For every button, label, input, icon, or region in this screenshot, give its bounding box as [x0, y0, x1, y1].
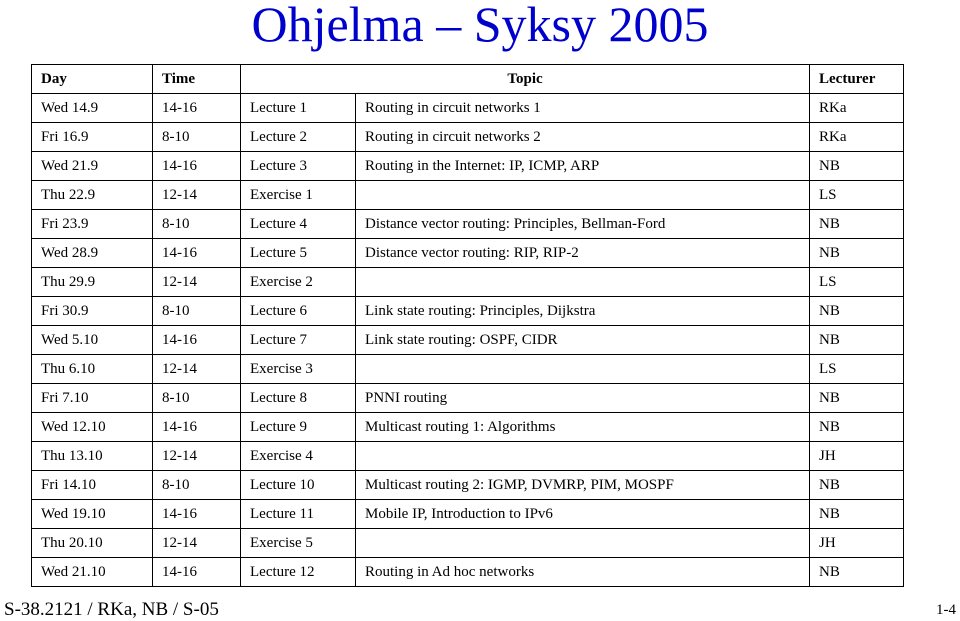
- table-row: [32, 471, 904, 500]
- session-cell: Exercise 2: [241, 268, 356, 297]
- topic-cell: Link state routing: OSPF, CIDR: [356, 326, 810, 355]
- session-cell: Lecture 1: [241, 94, 356, 123]
- lecturer-cell: NB: [810, 326, 904, 355]
- course-footer: S-38.2121 / RKa, NB / S-05: [4, 599, 219, 620]
- day-cell: Wed 19.10: [32, 500, 153, 529]
- lecturer-cell: NB: [810, 471, 904, 500]
- lecturer-cell: NB: [810, 413, 904, 442]
- topic-cell: [356, 268, 810, 297]
- lecturer-cell: RKa: [810, 94, 904, 123]
- table-row: [32, 123, 904, 152]
- time-cell: 14-16: [153, 500, 241, 529]
- time-cell: 12-14: [153, 181, 241, 210]
- table-row: [32, 326, 904, 355]
- table-row: [32, 500, 904, 529]
- table-row: [32, 558, 904, 587]
- column-header-lecturer: Lecturer: [810, 65, 904, 94]
- day-cell: Thu 6.10: [32, 355, 153, 384]
- day-cell: Wed 5.10: [32, 326, 153, 355]
- session-cell: Lecture 4: [241, 210, 356, 239]
- column-header-day: Day: [32, 65, 153, 94]
- table-row: [32, 355, 904, 384]
- column-header-time: Time: [153, 65, 241, 94]
- session-cell: Lecture 8: [241, 384, 356, 413]
- session-cell: Lecture 5: [241, 239, 356, 268]
- lecturer-cell: NB: [810, 558, 904, 587]
- lecturer-cell: NB: [810, 210, 904, 239]
- session-cell: Lecture 9: [241, 413, 356, 442]
- time-cell: 8-10: [153, 471, 241, 500]
- time-cell: 8-10: [153, 210, 241, 239]
- schedule-body: [32, 94, 904, 587]
- day-cell: Thu 29.9: [32, 268, 153, 297]
- table-row: [32, 268, 904, 297]
- column-header-topic: Topic: [241, 65, 810, 94]
- session-cell: Lecture 6: [241, 297, 356, 326]
- time-cell: 8-10: [153, 384, 241, 413]
- schedule-table: [31, 64, 904, 587]
- time-cell: 14-16: [153, 152, 241, 181]
- session-cell: Lecture 2: [241, 123, 356, 152]
- topic-cell: PNNI routing: [356, 384, 810, 413]
- topic-cell: [356, 442, 810, 471]
- slide-title: Ohjelma – Syksy 2005: [251, 0, 709, 52]
- table-row: [32, 297, 904, 326]
- lecturer-cell: JH: [810, 442, 904, 471]
- time-cell: 14-16: [153, 94, 241, 123]
- lecturer-cell: NB: [810, 297, 904, 326]
- day-cell: Wed 21.9: [32, 152, 153, 181]
- lecturer-cell: LS: [810, 268, 904, 297]
- topic-cell: Routing in Ad hoc networks: [356, 558, 810, 587]
- time-cell: 14-16: [153, 326, 241, 355]
- topic-cell: Distance vector routing: Principles, Bellman-Ford: [356, 210, 810, 239]
- session-cell: Lecture 12: [241, 558, 356, 587]
- table-row: [32, 239, 904, 268]
- lecturer-cell: NB: [810, 384, 904, 413]
- time-cell: 12-14: [153, 268, 241, 297]
- day-cell: Fri 14.10: [32, 471, 153, 500]
- lecturer-cell: LS: [810, 355, 904, 384]
- table-row: [32, 152, 904, 181]
- day-cell: Fri 23.9: [32, 210, 153, 239]
- session-cell: Exercise 4: [241, 442, 356, 471]
- table-row: [32, 94, 904, 123]
- day-cell: Wed 12.10: [32, 413, 153, 442]
- table-row: [32, 181, 904, 210]
- topic-cell: Link state routing: Principles, Dijkstra: [356, 297, 810, 326]
- time-cell: 12-14: [153, 442, 241, 471]
- time-cell: 14-16: [153, 558, 241, 587]
- lecturer-cell: JH: [810, 529, 904, 558]
- day-cell: Wed 14.9: [32, 94, 153, 123]
- time-cell: 8-10: [153, 123, 241, 152]
- topic-cell: [356, 181, 810, 210]
- table-row: [32, 384, 904, 413]
- time-cell: 8-10: [153, 297, 241, 326]
- table-row: [32, 413, 904, 442]
- table-row: [32, 442, 904, 471]
- day-cell: Fri 7.10: [32, 384, 153, 413]
- lecturer-cell: NB: [810, 500, 904, 529]
- day-cell: Wed 28.9: [32, 239, 153, 268]
- session-cell: Lecture 7: [241, 326, 356, 355]
- topic-cell: Routing in circuit networks 1: [356, 94, 810, 123]
- table-row: [32, 529, 904, 558]
- lecturer-cell: NB: [810, 239, 904, 268]
- table-header-row: [32, 65, 904, 94]
- time-cell: 12-14: [153, 529, 241, 558]
- lecturer-cell: RKa: [810, 123, 904, 152]
- time-cell: 14-16: [153, 413, 241, 442]
- session-cell: Lecture 10: [241, 471, 356, 500]
- lecturer-cell: LS: [810, 181, 904, 210]
- topic-cell: Mobile IP, Introduction to IPv6: [356, 500, 810, 529]
- day-cell: Wed 21.10: [32, 558, 153, 587]
- day-cell: Thu 13.10: [32, 442, 153, 471]
- day-cell: Fri 30.9: [32, 297, 153, 326]
- day-cell: Thu 22.9: [32, 181, 153, 210]
- topic-cell: Multicast routing 1: Algorithms: [356, 413, 810, 442]
- topic-cell: Routing in circuit networks 2: [356, 123, 810, 152]
- session-cell: Lecture 3: [241, 152, 356, 181]
- day-cell: Fri 16.9: [32, 123, 153, 152]
- session-cell: Lecture 11: [241, 500, 356, 529]
- topic-cell: Routing in the Internet: IP, ICMP, ARP: [356, 152, 810, 181]
- page-number: 1-4: [936, 602, 956, 618]
- lecturer-cell: NB: [810, 152, 904, 181]
- session-cell: Exercise 1: [241, 181, 356, 210]
- session-cell: Exercise 5: [241, 529, 356, 558]
- table-row: [32, 210, 904, 239]
- session-cell: Exercise 3: [241, 355, 356, 384]
- day-cell: Thu 20.10: [32, 529, 153, 558]
- time-cell: 14-16: [153, 239, 241, 268]
- topic-cell: [356, 355, 810, 384]
- topic-cell: [356, 529, 810, 558]
- time-cell: 12-14: [153, 355, 241, 384]
- topic-cell: Multicast routing 2: IGMP, DVMRP, PIM, MOSPF: [356, 471, 810, 500]
- topic-cell: Distance vector routing: RIP, RIP-2: [356, 239, 810, 268]
